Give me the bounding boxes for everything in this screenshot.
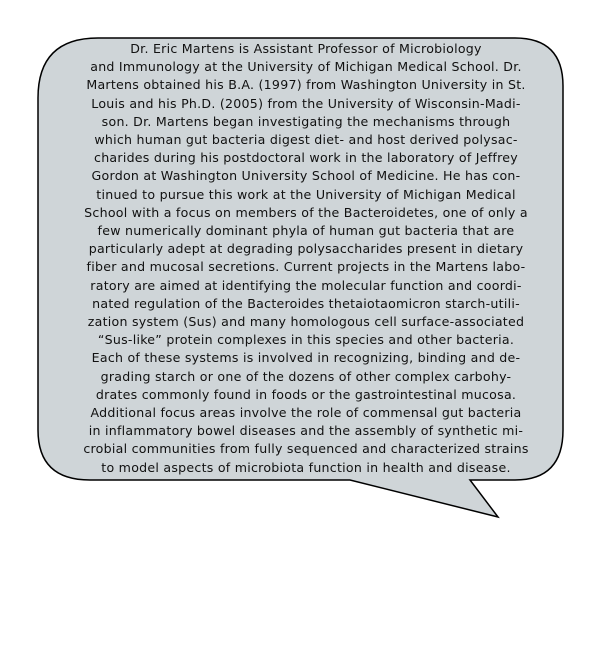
biography-line: grading starch or one of the dozens of other complex carbohy- — [100, 368, 512, 384]
biography-line: Dr. Eric Martens is Assistant Professor of Microbiology — [130, 41, 482, 56]
biography-line: to model aspects of microbiota function in health and disease. — [101, 459, 511, 475]
biography-line: “Sus-like” protein complexes in this species and other bacteria. — [97, 332, 515, 348]
biography-text — [50, 40, 562, 477]
biography-line: fiber and mucosal secretions. Current projects in the Martens labo- — [86, 259, 526, 275]
biography-line: particularly adept at degrading polysaccharides present in dietary — [88, 241, 524, 257]
biography-line: Louis and his Ph.D. (2005) from the University of Wisconsin-Madi- — [91, 95, 521, 111]
biography-line: Each of these systems is involved in recognizing, binding and de- — [91, 350, 521, 366]
biography-line: crobial communities from fully sequenced and characterized strains — [83, 441, 529, 457]
biography-line: School with a focus on members of the Bacteroidetes, one of only a — [84, 204, 528, 220]
biography-line: tinued to pursue this work at the University of Michigan Medical — [96, 186, 516, 202]
biography-line: ratory are aimed at identifying the molecular function and coordi- — [90, 277, 522, 293]
biography-line: Martens obtained his B.A. (1997) from Washington University in St. — [86, 77, 526, 93]
biography-line: and Immunology at the University of Michigan Medical School. Dr. — [90, 59, 522, 75]
biography-line: Additional focus areas involve the role of commensal gut bacteria — [90, 405, 522, 421]
biography-line: charides during his postdoctoral work in the laboratory of Jeffrey — [94, 150, 518, 166]
biography-line: in inflammatory bowel diseases and the assembly of synthetic mi- — [88, 423, 524, 439]
biography-line: drates commonly found in foods or the gastrointestinal mucosa. — [95, 386, 517, 402]
biography-line: few numerically dominant phyla of human gut bacteria that are — [97, 223, 515, 239]
biography-line: zation system (Sus) and many homologous cell surface-associated — [87, 314, 525, 330]
biography-line: which human gut bacteria digest diet- and host derived polysac- — [94, 132, 518, 148]
biography-line: son. Dr. Martens began investigating the mechanisms through — [101, 113, 511, 129]
biography-line: nated regulation of the Bacteroides thetaiotaomicron starch-utili- — [92, 295, 520, 311]
biography-line: Gordon at Washington University School of Medicine. He has con- — [91, 168, 521, 184]
